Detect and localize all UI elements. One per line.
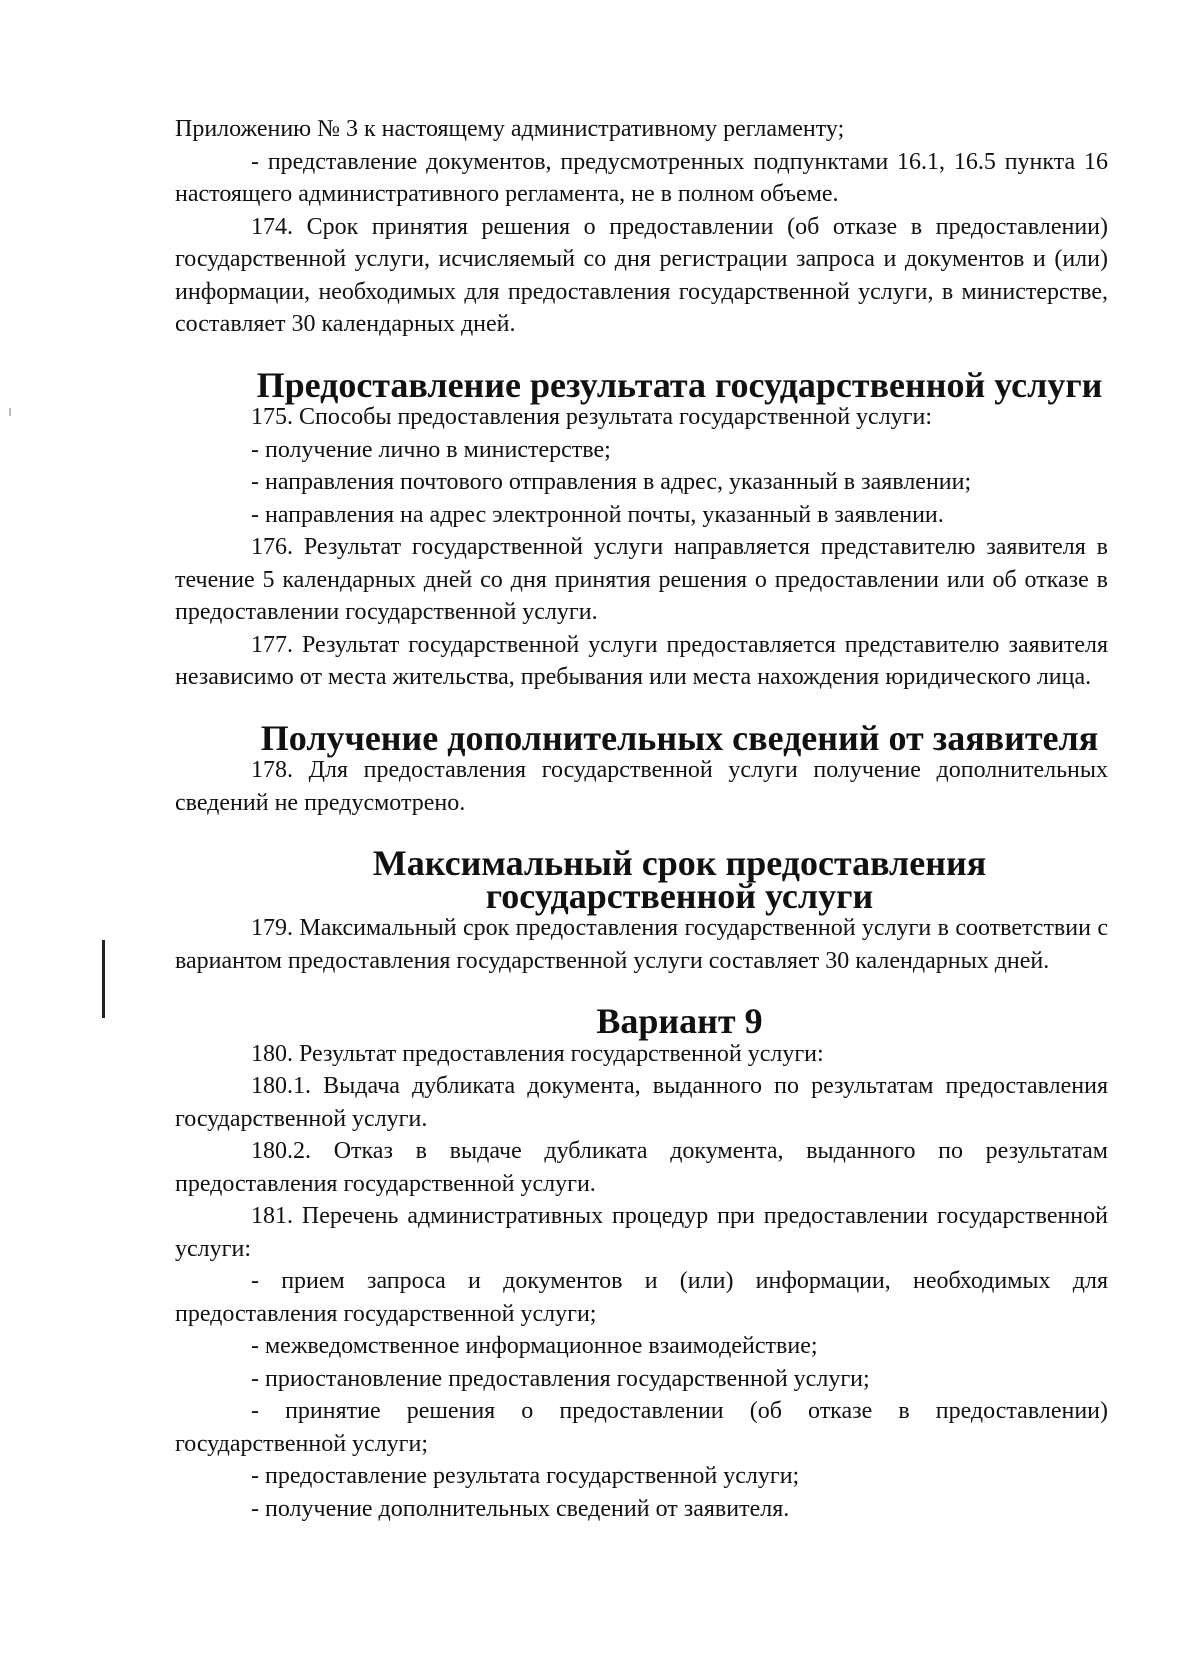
section-heading-additional-info: Получение дополнительных сведений от заявителя	[260, 717, 1099, 758]
section-heading-max-term: Максимальный срок предоставления государственной услуги	[372, 843, 987, 916]
paragraph-177: 177. Результат государственной услуги предоставляется представителю заявителя независимо от места жительства, пребывания или места нахождения юридического лица.	[175, 631, 1108, 690]
paragraph-176: 176. Результат государственной услуги направляется представителю заявителя в течение 5 календарных дней со дня принятия решения о предоставлении или об отказе в предоставлении государственной услуги.	[175, 534, 1108, 625]
list-item-interagency: - межведомственное информационное взаимодействие;	[251, 1333, 818, 1359]
paragraph-175: 175. Способы предоставления результата государственной услуги:	[251, 404, 933, 430]
scan-artifact-bar	[102, 940, 105, 1018]
list-item-decision: - принятие решения о предоставлении (об отказе в предоставлении) государственной услуги;	[175, 1398, 1108, 1457]
document-page	[175, 113, 1108, 1525]
paragraph-180-1: 180.1. Выдача дубликата документа, выданного по результатам предоставления государственной услуги.	[175, 1073, 1108, 1132]
section-heading-variant-9: Вариант 9	[596, 1001, 763, 1041]
list-item-additional-info: - получение дополнительных сведений от заявителя.	[251, 1495, 790, 1522]
list-item-request-intake: - прием запроса и документов и (или) информации, необходимых для предоставления государственной услуги;	[175, 1268, 1108, 1327]
paragraph-continuation: Приложению № 3 к настоящему административному регламенту;	[175, 116, 845, 142]
paragraph-list-item: - представление документов, предусмотренных подпунктами 16.1, 16.5 пункта 16 настоящего административного регламента, не в полном объеме.	[175, 148, 1108, 207]
paragraph-180: 180. Результат предоставления государственной услуги:	[251, 1040, 824, 1067]
list-item-suspension: - приостановление предоставления государственной услуги;	[251, 1365, 870, 1392]
list-item-email: - направления на адрес электронной почты, указанный в заявлении.	[251, 501, 944, 528]
section-heading-result-provision: Предоставление результата государственной услуги	[256, 364, 1103, 405]
paragraph-180-2: 180.2. Отказ в выдаче дубликата документа, выданного по результатам предоставления государственной услуги.	[175, 1138, 1108, 1197]
paragraph-181: 181. Перечень административных процедур при предоставлении государственной услуги:	[175, 1203, 1108, 1262]
paragraph-178: 178. Для предоставления государственной услуги получение дополнительных сведений не предусмотрено.	[175, 757, 1108, 816]
paragraph-174: 174. Срок принятия решения о предоставлении (об отказе в предоставлении) государственной услуги, исчисляемый со дня регистрации запроса и документов и (или) информации, необходимых для предоставления государственной услуги, в министерстве, составляет 30 календарных дней.	[175, 213, 1108, 337]
scan-artifact-dot	[9, 408, 11, 416]
list-item-in-person: - получение лично в министерстве;	[251, 436, 611, 463]
paragraph-179: 179. Максимальный срок предоставления государственной услуги в соответствии с вариантом предоставления государственной услуги составляет 30 календарных дней.	[175, 915, 1108, 974]
list-item-result-provision: - предоставление результата государственной услуги;	[251, 1463, 800, 1489]
list-item-postal: - направления почтового отправления в адрес, указанный в заявлении;	[251, 469, 972, 495]
